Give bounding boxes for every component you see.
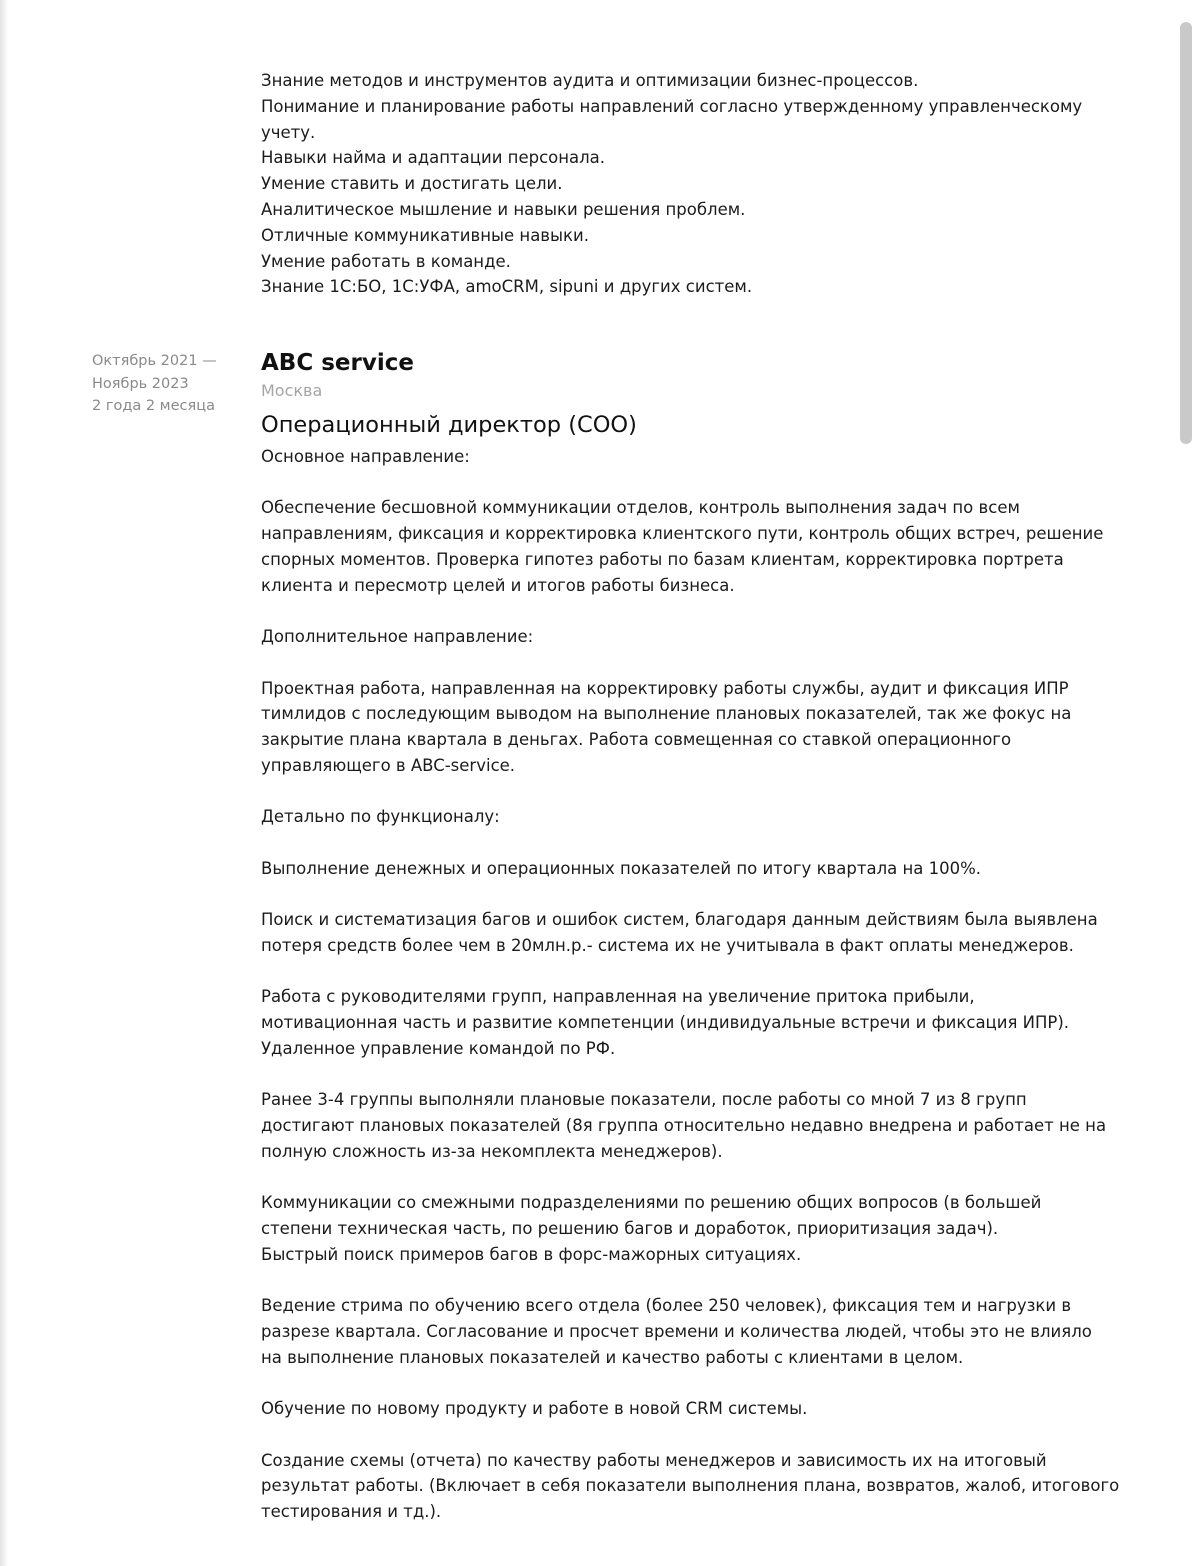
skill-line: Умение работать в команде. — [261, 251, 511, 271]
job-description-line: тестирования и тд.). — [261, 1502, 442, 1522]
job-description-line: результат работы. (Включает в себя показатели выполнения плана, возвратов, жалоб, итогового — [261, 1476, 1120, 1496]
job-description-paragraph — [261, 1448, 1131, 1525]
skill-line: учету. — [261, 122, 316, 142]
job-city: Москва — [261, 381, 323, 400]
job-description-line: достигают плановых показателей (8я группа относительно недавно внедрена и работает не на — [261, 1116, 1107, 1136]
job-description-line: закрытие плана квартала в деньгах. Работа совмещенная со ставкой операционного — [261, 730, 1012, 750]
job-description-line: степени техническая часть, по решению багов и доработок, приоритизация задач). — [261, 1219, 999, 1239]
job-description-line: потеря средств более чем в 20млн.р.- система их не учитывала в факт оплаты менеджеров. — [261, 935, 1074, 955]
job-description-line: Коммуникации со смежными подразделениями по решению общих вопросов (в большей — [261, 1193, 1042, 1213]
job-description-paragraph — [261, 1396, 1131, 1422]
job-description-paragraph — [261, 1087, 1131, 1164]
skill-line: Понимание и планирование работы направлений согласно утвержденному управленческому — [261, 96, 1083, 116]
page-edge-shadow — [0, 0, 8, 1566]
job-description-line: полную сложность из-за некомплекта менеджеров). — [261, 1141, 723, 1161]
job-description-paragraph — [261, 624, 1131, 650]
job-description-line: Работа с руководителями групп, направленная на увеличение притока прибыли, — [261, 987, 975, 1007]
job-period-end: Ноябрь 2023 — [92, 375, 189, 392]
job-description — [261, 444, 1131, 1525]
job-description-paragraph — [261, 1293, 1131, 1370]
job-description-paragraph — [261, 984, 1131, 1061]
scrollbar-thumb[interactable] — [1180, 22, 1192, 444]
job-description-line: мотивационная часть и развитие компетенции (индивидуальные встречи и фиксация ИПР). — [261, 1013, 1070, 1033]
skills-section — [261, 68, 1131, 300]
job-description-paragraph — [261, 444, 1131, 470]
job-description-line: направлениям, фиксация и корректировка клиентского пути, контроль общих встреч, решение — [261, 524, 1104, 544]
job-description-line: Основное направление: — [261, 447, 470, 466]
job-period — [92, 350, 252, 418]
job-description-paragraph — [261, 856, 1131, 882]
company-name: ABC service — [261, 350, 414, 376]
job-description-line: Ранее 3-4 группы выполняли плановые показатели, после работы со мной 7 из 8 групп — [261, 1090, 1027, 1110]
job-description-paragraph — [261, 804, 1131, 830]
job-description-line: Обучение по новому продукту и работе в новой CRM системы. — [261, 1399, 808, 1419]
job-position-title: Операционный директор (COO) — [261, 412, 637, 438]
skill-line: Отличные коммуникативные навыки. — [261, 225, 589, 245]
job-description-line: Детально по функционалу: — [261, 807, 500, 827]
job-description-line: Поиск и систематизация багов и ошибок систем, благодаря данным действиям была выявлена — [261, 910, 1098, 930]
job-description-line: тимлидов с последующим выводом на выполнение плановых показателей, так же фокус на — [261, 704, 1072, 724]
job-description-line: Удаленное управление командой по РФ. — [261, 1038, 616, 1058]
job-description-line: Выполнение денежных и операционных показателей по итогу квартала на 100%. — [261, 858, 982, 878]
job-description-paragraph — [261, 907, 1131, 959]
job-duration: 2 года 2 месяца — [92, 398, 215, 414]
job-description-line: Обеспечение бесшовной коммуникации отделов, контроль выполнения задач по всем — [261, 498, 1020, 518]
job-description-line: спорных моментов. Проверка гипотез работы по базам клиентам, корректировка портрета — [261, 549, 1064, 569]
job-description-line: Проектная работа, направленная на корректировку работы службы, аудит и фиксация ИПР — [261, 678, 1069, 698]
skill-line: Знание методов и инструментов аудита и оптимизации бизнес-процессов. — [261, 71, 919, 90]
job-description-line: Ведение стрима по обучению всего отдела (более 250 человек), фиксация тем и нагрузки в — [261, 1296, 1072, 1316]
job-description-paragraph — [261, 495, 1131, 598]
skill-line: Навыки найма и адаптации персонала. — [261, 148, 606, 168]
skill-line: Знание 1С:БО, 1С:УФА, amoCRM, sipuni и других систем. — [261, 277, 753, 297]
job-description-line: клиента и пересмотр целей и итогов работы бизнеса. — [261, 575, 735, 595]
job-description-line: Создание схемы (отчета) по качеству работы менеджеров и зависимость их на итоговый — [261, 1450, 1047, 1470]
skill-line: Умение ставить и достигать цели. — [261, 174, 563, 194]
job-description-line: Дополнительное направление: — [261, 627, 534, 647]
job-description-line: Быстрый поиск примеров багов в форс-мажорных ситуациях. — [261, 1244, 802, 1264]
job-description-line: на выполнение плановых показателей и качество работы с клиентами в целом. — [261, 1347, 964, 1367]
skill-line: Аналитическое мышление и навыки решения проблем. — [261, 199, 746, 219]
job-description-line: разрезе квартала. Согласование и просчет времени и количества людей, чтобы это не влияло — [261, 1322, 1092, 1342]
job-description-paragraph — [261, 1190, 1131, 1267]
job-description-line: управляющего в ABC-service. — [261, 755, 516, 775]
job-description-paragraph — [261, 676, 1131, 779]
job-entry — [261, 346, 1131, 1551]
job-period-start: Октябрь 2021 — — [92, 353, 217, 369]
